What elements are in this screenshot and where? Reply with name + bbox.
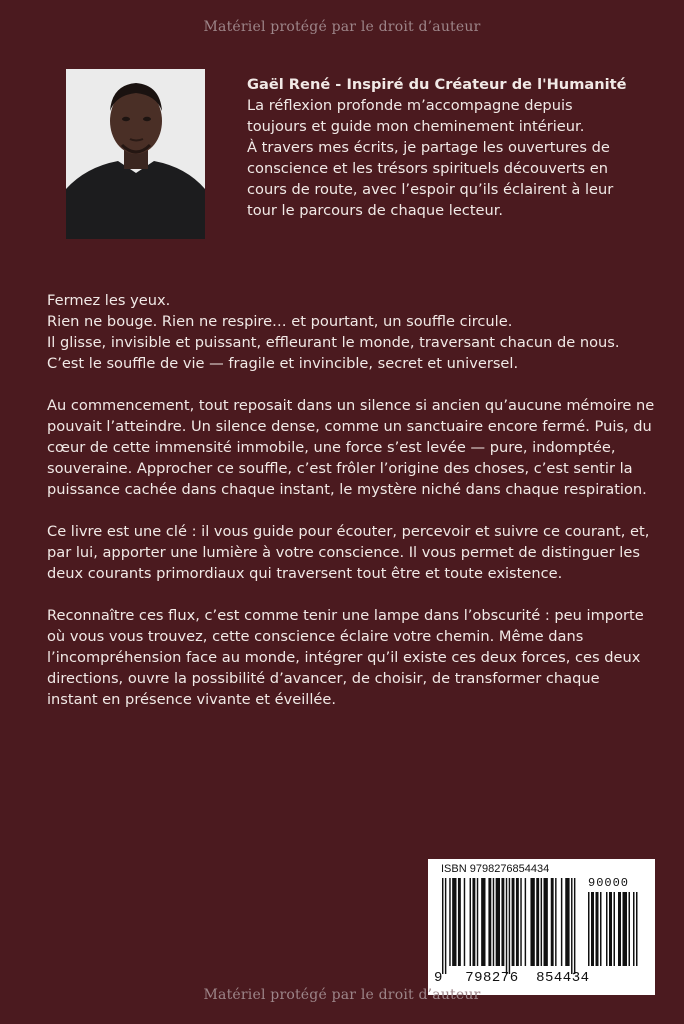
author-bio-line: cours de route, avec l’espoir qu’ils éclairent à leur (247, 181, 614, 198)
barcode-bar (472, 878, 475, 966)
barcode-bar (509, 878, 510, 974)
barcode-bar (565, 878, 569, 966)
barcode-bar (481, 878, 485, 966)
text-line: Fermez les yeux. (47, 292, 171, 309)
barcode-bar (452, 878, 456, 966)
barcode-bars (442, 878, 582, 974)
barcode-bar (464, 878, 465, 966)
barcode-bar (561, 878, 562, 966)
barcode-bar (609, 892, 612, 966)
description-paragraph (47, 395, 655, 500)
barcode-bar (591, 892, 594, 966)
barcode-bar (445, 878, 446, 974)
barcode-bar (449, 878, 450, 966)
author-bio-line: conscience et les trésors spirituels découverts en (247, 160, 608, 177)
barcode-bar (525, 878, 526, 966)
author-bio-line: tour le parcours de chaque lecteur. (247, 202, 504, 219)
barcode-digit-group: 798276 (465, 970, 519, 986)
barcode-bar (512, 878, 515, 966)
barcode-digits (434, 970, 594, 986)
barcode-bar (636, 892, 638, 966)
barcode-bar (470, 878, 471, 966)
barcode-bar (544, 878, 548, 966)
barcode-bar (516, 878, 519, 966)
barcode-bar (623, 892, 628, 966)
barcode-bar (506, 878, 507, 974)
price-code: 90000 (588, 876, 630, 890)
barcode-bar (618, 892, 621, 966)
barcode-bar (629, 892, 631, 966)
text-line: Reconnaître ces flux, c’est comme tenir une lampe dans l’obscurité : peu importe (47, 607, 644, 624)
barcode-bar (488, 878, 491, 966)
barcode-bar (614, 892, 616, 966)
book-description (47, 290, 655, 731)
author-photo (66, 69, 205, 239)
barcode-bar (588, 892, 590, 966)
text-line: puissance cachée dans chaque instant, le mystère niché dans chaque respiration. (47, 481, 647, 498)
text-line: où vous vous trouvez, cette conscience éclaire votre chemin. Même dans (47, 628, 584, 645)
text-line: directions, ouvre la possibilité d’avancer, de choisir, de transformer chaque (47, 670, 600, 687)
text-line: Ce livre est une clé : il vous guide pour écouter, percevoir et suivre ce courant, et, (47, 523, 650, 540)
description-paragraph (47, 290, 647, 374)
isbn-barcode (428, 859, 655, 995)
barcode-bar (571, 878, 572, 974)
isbn-label: ISBN 9798276854434 (441, 863, 550, 875)
description-paragraph (47, 605, 647, 710)
text-line: deux courants primordiaux qui traversent tout être et toute existence. (47, 565, 563, 582)
text-line: Rien ne bouge. Rien ne respire… et pourtant, un souffle circule. (47, 313, 513, 330)
copyright-watermark-top: Matériel protégé par le droit d’auteur (203, 19, 481, 35)
text-line: instant en présence vivante et éveillée. (47, 691, 336, 708)
barcode-bar (501, 878, 504, 966)
barcode-bar (606, 892, 608, 966)
description-paragraph (47, 521, 650, 584)
addon-barcode-bars (588, 892, 644, 974)
barcode-bar (442, 878, 443, 974)
barcode-bar (493, 878, 494, 966)
barcode-bar (551, 878, 554, 966)
barcode-bar (555, 878, 556, 966)
barcode-bar (541, 878, 542, 966)
barcode-bar (496, 878, 500, 966)
barcode-bar (477, 878, 478, 966)
text-line: pouvait l’atteindre. Un silence dense, comme un sanctuaire encore fermé. Puis, du (47, 418, 652, 435)
barcode-bar (633, 892, 635, 966)
text-line: l’incompréhension face au monde, intégrer qu’il existe ces deux forces, ces deux (47, 649, 641, 666)
copyright-watermark-bottom: Matériel protégé par le droit d’auteur (203, 987, 481, 1003)
barcode-bar (458, 878, 461, 966)
barcode-digit-prefix: 9 (434, 970, 443, 986)
barcode-digit-group: 854434 (536, 970, 590, 986)
text-line: souveraine. Approcher ce souffle, c’est frôler l’origine des choses, c’est sentir la (47, 460, 633, 477)
text-line: cœur de cette immensité immobile, une force s’est levée — pure, indomptée, (47, 439, 616, 456)
text-line: par lui, apporter une lumière à votre conscience. Il vous permet de distinguer les (47, 544, 640, 561)
barcode-bar (536, 878, 539, 966)
author-bio (247, 74, 672, 221)
author-name: Gaël René - Inspiré du Créateur de l'Humanité (247, 76, 627, 93)
barcode-bar (520, 878, 521, 966)
text-line: C’est le souffle de vie — fragile et invincible, secret et universel. (47, 355, 519, 372)
author-bio-line: La réflexion profonde m’accompagne depuis (247, 97, 573, 114)
barcode-bar (574, 878, 575, 974)
author-bio-line: À travers mes écrits, je partage les ouvertures de (247, 139, 610, 156)
barcode-bar (530, 878, 534, 966)
barcode-bar (600, 892, 602, 966)
barcode-bar (596, 892, 599, 966)
text-line: Au commencement, tout reposait dans un silence si ancien qu’aucune mémoire ne (47, 397, 655, 414)
author-bio-line: toujours et guide mon cheminement intérieur. (247, 118, 585, 135)
text-line: Il glisse, invisible et puissant, effleurant le monde, traversant chacun de nous. (47, 334, 620, 351)
